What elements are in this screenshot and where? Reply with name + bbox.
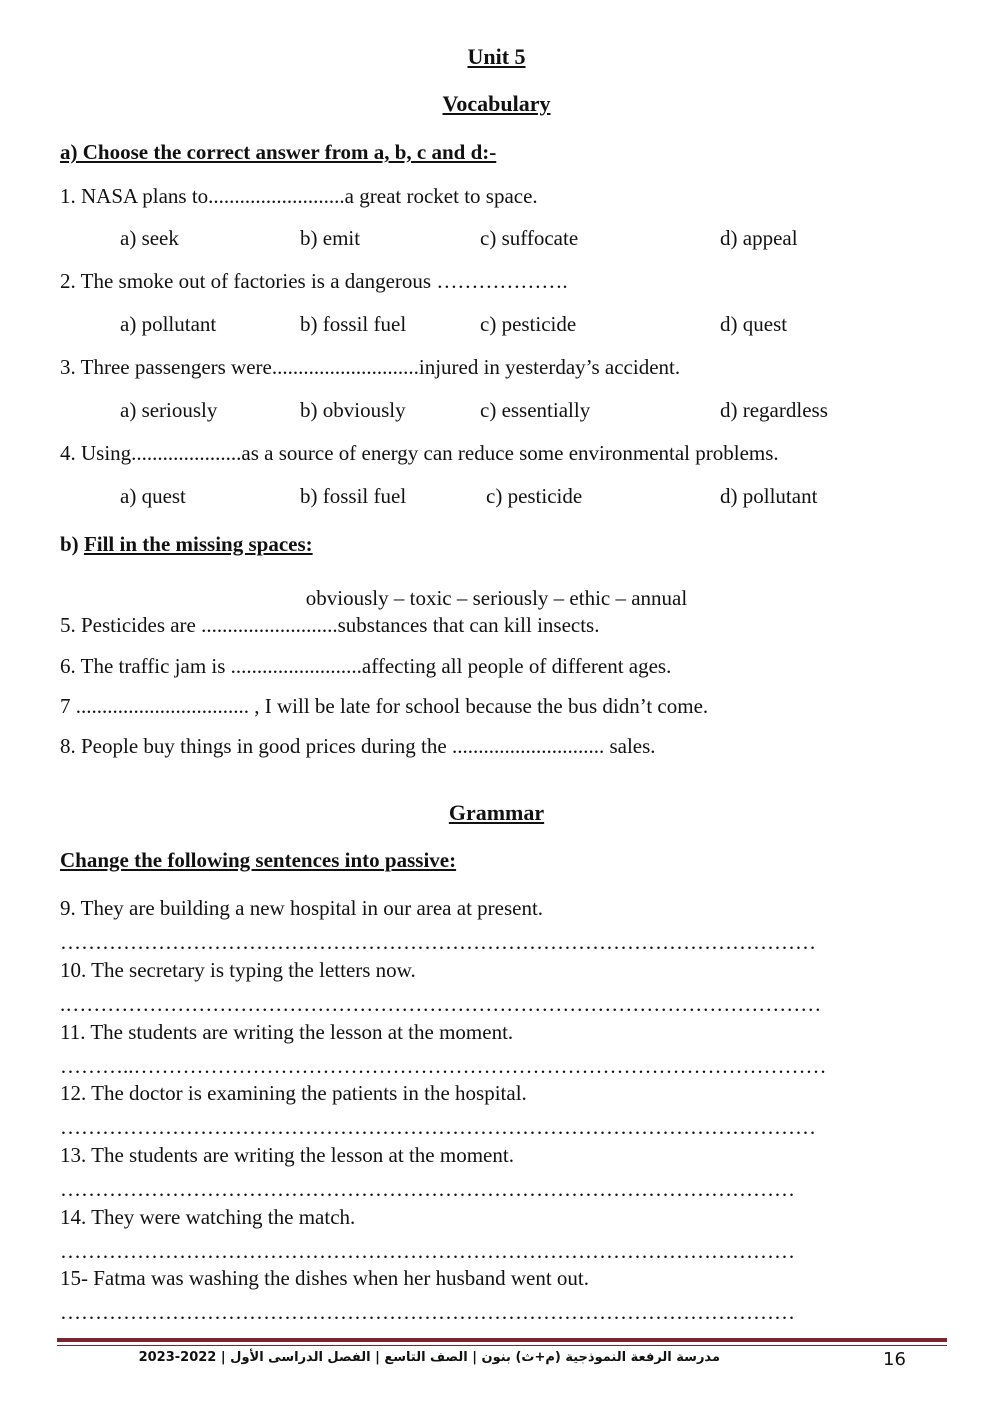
answer-line-10[interactable]: .……………………………………………………………………………………………… xyxy=(60,992,822,1016)
grammar-item-13: 13. The students are writing the lesson at the moment. xyxy=(60,1143,514,1167)
q2-option-d: d) quest xyxy=(720,312,788,336)
answer-line-9[interactable]: ……………………………………………………………………………………………… xyxy=(60,930,816,954)
grammar-item-11: 11. The students are writing the lesson at the moment. xyxy=(60,1020,514,1044)
footer-rule-thin xyxy=(57,1345,947,1346)
q4-option-a: a) quest xyxy=(120,484,186,508)
q1-option-a: a) seek xyxy=(120,226,179,250)
q2-option-a: a) pollutant xyxy=(120,312,217,336)
footer-rule-thick xyxy=(57,1338,947,1342)
sentence-7: 7 ................................. , I will be late for school because the bus didn’t come. xyxy=(60,694,709,718)
page-number: 16 xyxy=(883,1349,906,1370)
q1-option-d: d) appeal xyxy=(720,226,798,250)
part-b-label: b) xyxy=(60,532,79,556)
question-1: 1. NASA plans to..........................a great rocket to space. xyxy=(60,184,538,208)
answer-line-13[interactable]: …………………………………………………………………………………………… xyxy=(60,1177,795,1201)
answer-line-11[interactable]: ………..……………………………………………………………………………………… xyxy=(60,1054,827,1078)
grammar-item-15: 15- Fatma was washing the dishes when her husband went out. xyxy=(60,1266,589,1290)
q4-option-d: d) pollutant xyxy=(720,484,818,508)
q3-option-a: a) seriously xyxy=(120,398,218,422)
grammar-item-10: 10. The secretary is typing the letters now. xyxy=(60,958,416,982)
q2-option-c: c) pesticide xyxy=(480,312,577,336)
q3-option-d: d) regardless xyxy=(720,398,828,422)
grammar-instruction: Change the following sentences into passive: xyxy=(60,848,457,872)
question-3: 3. Three passengers were............................injured in yesterday’s accident. xyxy=(60,355,681,379)
q4-option-c: c) pesticide xyxy=(486,484,583,508)
q3-option-b: b) obviously xyxy=(300,398,406,422)
word-bank: obviously – toxic – seriously – ethic – annual xyxy=(305,586,688,610)
q1-option-b: b) emit xyxy=(300,226,361,250)
vocabulary-heading: Vocabulary xyxy=(442,91,551,116)
footer-text: مدرسة الرفعة النموذجية (م+ث) بنون | الصف التاسع | الفصل الدراسى الأول | 2022-2023 xyxy=(138,1350,720,1365)
sentence-5: 5. Pesticides are ..........................substances that can kill insects. xyxy=(60,613,600,637)
grammar-heading: Grammar xyxy=(448,800,545,825)
page-title: Unit 5 xyxy=(467,44,526,69)
q4-option-b: b) fossil fuel xyxy=(300,484,407,508)
answer-line-12[interactable]: ……………………………………………………………………………………………… xyxy=(60,1115,816,1139)
grammar-item-14: 14. They were watching the match. xyxy=(60,1205,356,1229)
part-b-instruction: Fill in the missing spaces: xyxy=(83,532,313,556)
answer-line-15[interactable]: …………………………………………………………………………………………… xyxy=(60,1300,795,1324)
grammar-item-9: 9. They are building a new hospital in our area at present. xyxy=(60,896,544,920)
q3-option-c: c) essentially xyxy=(480,398,591,422)
answer-line-14[interactable]: …………………………………………………………………………………………… xyxy=(60,1239,795,1263)
grammar-item-12: 12. The doctor is examining the patients in the hospital. xyxy=(60,1081,527,1105)
sentence-6: 6. The traffic jam is .........................affecting all people of different ages. xyxy=(60,654,672,678)
question-4: 4. Using.....................as a source of energy can reduce some environmental problems. xyxy=(60,441,779,465)
sentence-8: 8. People buy things in good prices during the ............................. sales. xyxy=(60,734,656,758)
part-a-instruction: a) Choose the correct answer from a, b, c and d:- xyxy=(60,140,497,164)
q2-option-b: b) fossil fuel xyxy=(300,312,407,336)
question-2: 2. The smoke out of factories is a dangerous ………………. xyxy=(60,269,568,293)
part-b-instruction-row xyxy=(60,532,313,557)
q1-option-c: c) suffocate xyxy=(480,226,579,250)
